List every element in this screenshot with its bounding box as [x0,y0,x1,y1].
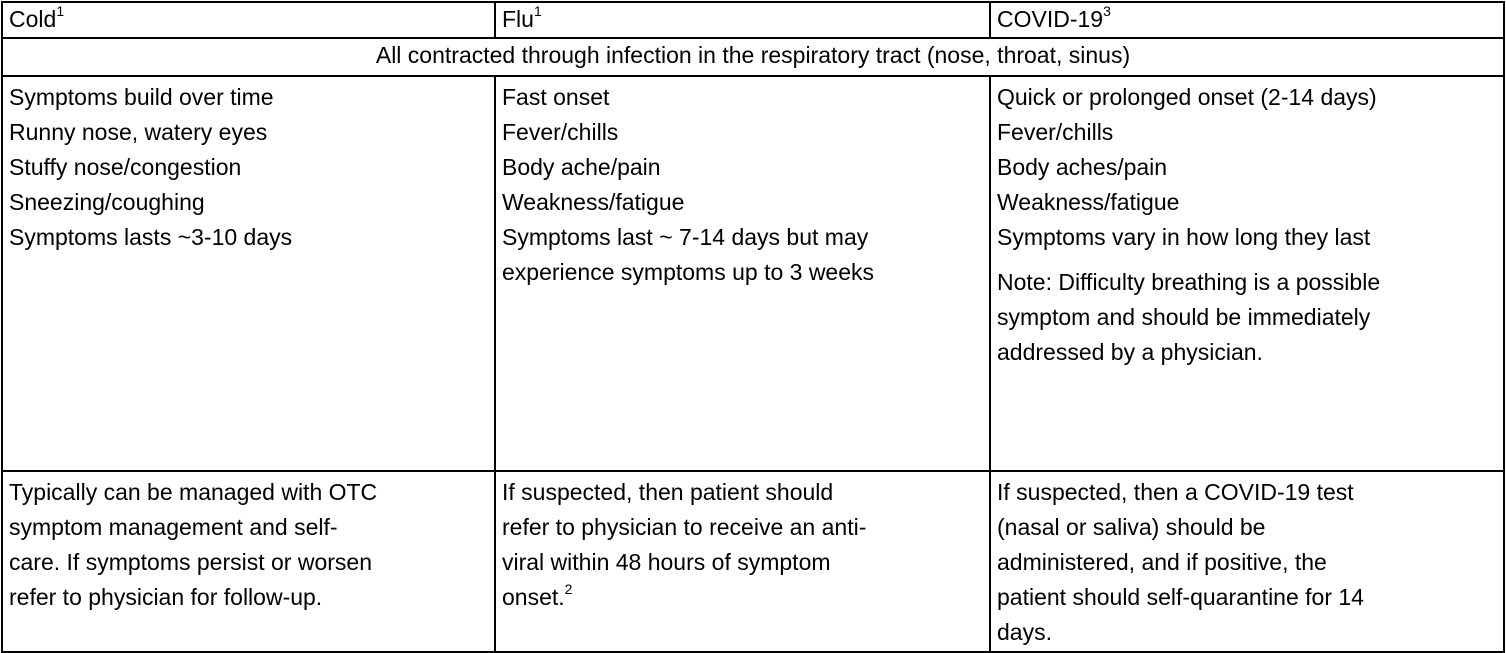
header-row [2,2,1504,38]
cold-management-cell [2,471,495,652]
covid-management-line: patient should self-quarantine for 14 [997,584,1364,610]
header-covid [990,2,1504,38]
flu-symptom-line: experience symptoms up to 3 weeks [502,259,875,285]
covid-management-cell [990,471,1504,652]
cold-symptoms-cell [2,76,495,471]
covid-symptoms-cell [990,76,1504,471]
covid-management-line: (nasal or saliva) should be [997,514,1266,540]
covid-symptom-line: Symptoms vary in how long they last [997,224,1371,250]
flu-symptom-line: Body ache/pain [502,154,661,180]
flu-onset-footnote: 2 [564,581,573,598]
cold-symptom-line: Stuffy nose/congestion [9,154,242,180]
cold-symptom-line: Symptoms build over time [9,84,274,110]
flu-management-line-last [502,580,983,615]
covid-note-line: symptom and should be immediately [997,304,1371,330]
covid-note-line: addressed by a physician. [997,339,1263,365]
flu-symptom-line: Symptoms last ~ 7-14 days but may [502,224,869,250]
cold-management-line: Typically can be managed with OTC [9,479,378,505]
illness-comparison-table [1,1,1505,653]
management-row [2,471,1504,652]
cold-symptom-line: Symptoms lasts ~3-10 days [9,224,293,250]
covid-management-line: administered, and if positive, the [997,549,1327,575]
covid-symptom-line: Fever/chills [997,119,1114,145]
header-flu [495,2,990,38]
shared-transmission-cell: All contracted through infection in the respiratory tract (nose, throat, sinus) [2,38,1504,76]
flu-management-line: refer to physician to receive an anti- [502,514,867,540]
header-cold-label: Cold [9,6,57,32]
flu-onset-text: onset. [502,584,565,610]
covid-management-line: If suspected, then a COVID-19 test [997,479,1354,505]
cold-management-line: refer to physician for follow-up. [9,584,323,610]
flu-symptom-line: Fast onset [502,84,610,110]
cold-symptom-line: Runny nose, watery eyes [9,119,268,145]
shared-transmission-row [2,38,1504,76]
covid-breathing-note [997,265,1497,370]
header-cold-footnote: 1 [56,3,65,20]
flu-management-cell [495,471,990,652]
cold-management-line: symptom management and self- [9,514,338,540]
covid-note-line: Note: Difficulty breathing is a possible [997,269,1381,295]
header-covid-label: COVID-19 [997,6,1104,32]
header-flu-footnote: 1 [533,3,542,20]
flu-symptom-line: Weakness/fatigue [502,189,685,215]
flu-management-line: viral within 48 hours of symptom [502,549,831,575]
cold-symptom-line: Sneezing/coughing [9,189,205,215]
flu-symptom-line: Fever/chills [502,119,619,145]
covid-management-line: days. [997,619,1052,645]
header-cold [2,2,495,38]
cold-management-line: care. If symptoms persist or worsen [9,549,372,575]
covid-symptom-line: Body aches/pain [997,154,1168,180]
header-flu-label: Flu [502,6,534,32]
covid-symptom-line: Weakness/fatigue [997,189,1180,215]
flu-symptoms-cell [495,76,990,471]
flu-management-line: If suspected, then patient should [502,479,834,505]
header-covid-footnote: 3 [1103,3,1111,20]
covid-symptom-line: Quick or prolonged onset (2-14 days) [997,84,1377,110]
symptoms-row [2,76,1504,471]
